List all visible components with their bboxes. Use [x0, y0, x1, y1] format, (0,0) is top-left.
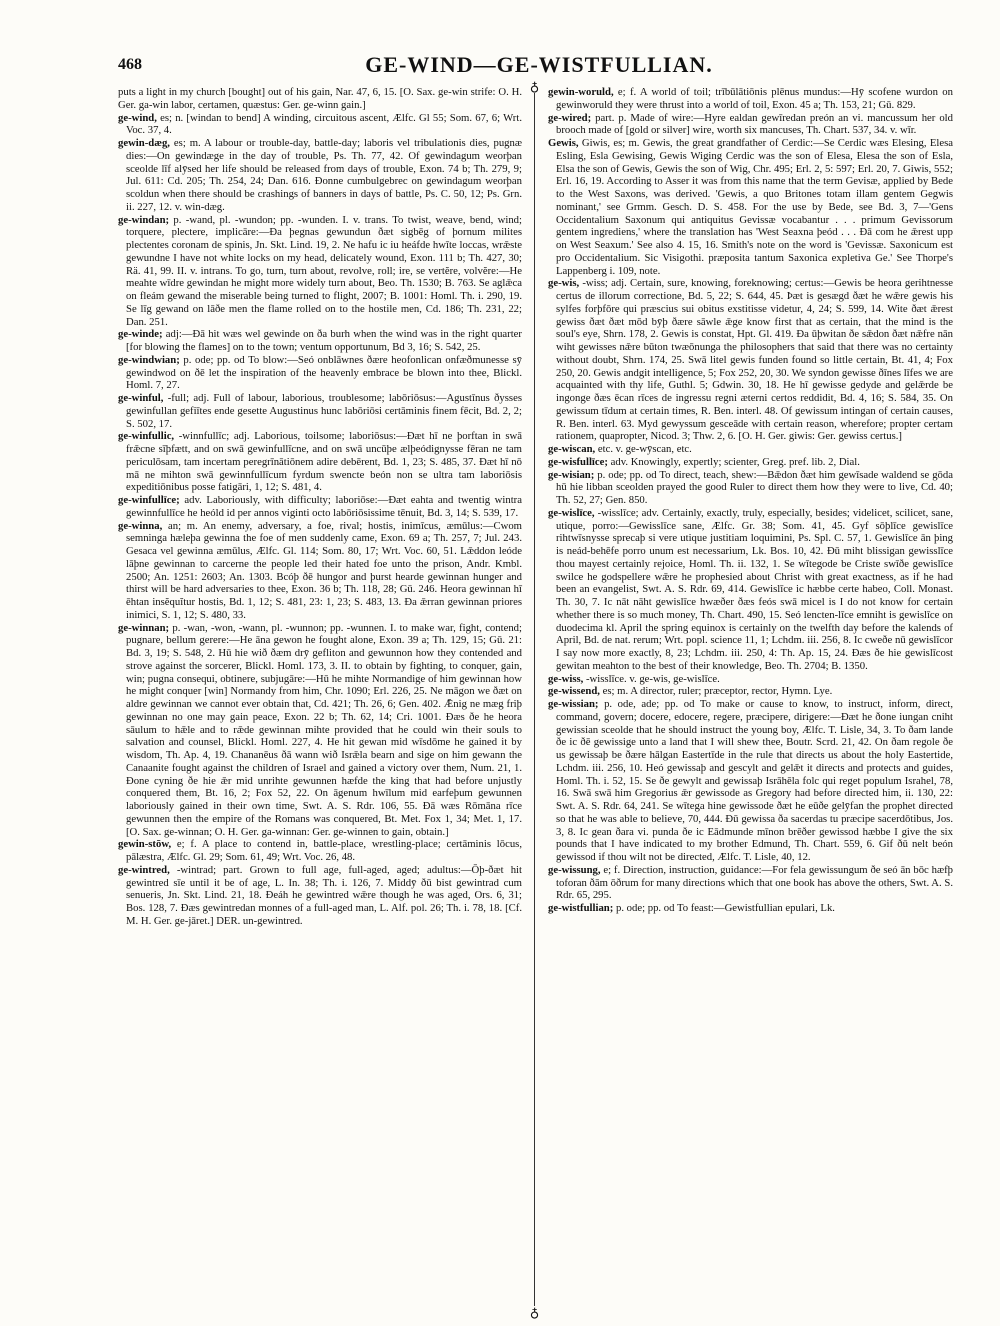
- entry-text: -wiss; adj. Certain, sure, knowing, foreknowing; certus:—Gewis be heora gerihtnesse certus de illorum correctione, Bd. 5, 22; S. 644, 45. Þæt is gesægd ðæt he wǣre gewis his sylfes forþfōre qui præscius sui obitus exstitisse videtur, 4, 24; S. 599, 14. Wite ðæt ǣrest gewiss ðæt ðæt mōd bȳþ ðære sāwle ǣge know first that as certain, that the mind is the soul's eye, Shrn. 178, 2. Gewis is constat, Hpt. Gl. 419. Ða ūþwitan ðe sǣdon ðæt nǣfre nān wiht gewisses nǣre būton twæōnunga the philosophers that said that there was no certainty without doubt, Shrn. 174, 25. Swā litel gewis funden found so little certain, Bt. 41, 4; Fox 250, 20. Gewis andgit intelligence, 5; Fox 252, 20, 30. We syndon gewisse ðīnes līfes we are acquainted with thy life, Guthl. 5; Gdwin. 30, 18. He hī gewisse gedyde and gelǣrde be ingonge ðæs ēcan rīces de ingressu regni æterni certos reddidit, Bd. 4, 16; S. 584, 35. On gewissum tīdum at certain times, R. Ben. interl. 48. Of gewissum intingan of certain causes, R. Ben. interl. 63. Myd gewyssum gesceāde with certain reason, wherefore; propter certam rationem, quapropter, Nicod. 3; Thw. 2, 6. [O. H. Ger. giwis: Ger. gewiss certus.]: [556, 277, 953, 443]
- dictionary-entry: [548, 673, 953, 686]
- running-title: GE-WIND—GE-WISTFULLIAN.: [365, 52, 713, 77]
- entry-text: adv. Laboriously, with difficulty; laboriōse:—Ðæt eahta and twentig wintra gewinnfullīce he heóld id per annos viginti octo labōriōsissime tēnuit, Bd. 3, 14; S. 539, 17.: [126, 494, 522, 519]
- dictionary-entry: [118, 214, 522, 329]
- entry-text: es; m. A director, ruler; præceptor, rector, Hymn. Lye.: [599, 685, 833, 698]
- entry-headword: ge-wiscan,: [548, 443, 596, 455]
- entry-headword: Gewis,: [548, 137, 579, 149]
- entry-text: adj:—Ðā hit wæs wel gewinde on ða burh when the wind was in the right quarter [for blowing the flames] on to the town; ventum opportunum, Bd 3, 16; S. 542, 25.: [126, 328, 522, 353]
- entry-headword: ge-wislīce,: [548, 506, 595, 519]
- entry-text: part. p. Made of wire:—Hyre ealdan gewīredan preón an vi. mancussum her old brooch made of [gold or silver] wire, worth six mancuses, Th. Chart. 537, 34. v. wīr.: [556, 111, 953, 137]
- entry-headword: gewin-woruld,: [548, 86, 614, 98]
- entry-text: -full; adj. Full of labour, laborious, troublesome; labōriōsus:—Agustīnus ðysses gewinfullan gefiītes ende gesette Augustinus hunc labōriōsi certāminis finem fēcit, Bd. 2, 2; S. 502, 17.: [126, 392, 522, 430]
- entry-text: -wintrad; part. Grown to full age, full-aged, aged; adultus:—Ōþ-ðæt hit gewintred sīe until it be of age, L. In. 38; Th. i. 126, 7. Middȳ ðū bist gewintrad cum senueris, Jn. Skt. Lind. 21, 18. Ðeáh he gewintred wǣre though he was aged, Ors. 6, 31; Bos. 128, 7. Ðæs gewintredan monnes of a full-aged man, L. Alf. pol. 26; Th. i. 78, 18. [Cf. M. H. Ger. ge-jāret.] DER. un-gewintred.: [126, 863, 522, 927]
- entry-text: etc. v. ge-wȳscan, etc.: [595, 443, 692, 455]
- entry-text: -wisslīce; adv. Certainly, exactly, truly, especially, besides; videlicet, scilicet, sane, utique, porro:—Gewisslīce sane, Ælfc. Gr. 38; Som. 41, 45. Gyf sōþlīce gewislīce rihtwīsnysse sprecaþ si vere utique justitiam loquimini, Ps. Spl. C. 57, 1. Gewislīce ān þing is neád-behēfe porro unum est necessarium, Lk. Bos. 10, 42. Ðū miht blissigan gewisslīce thou mayest certainly rejoice, Homl. Th. ii. 132, 1. Se wītegode be Criste swīðe gewislīce swilce he godspellere wǣre he prophesied about Christ with great exactness, as if he had been an evangelist, Swt. A. S. Rdr. 69, 414. Gewislīce ic hæbbe certe habeo, Coll. Monast. Th. 30, 7. Ic nāt nāht gewislīce hwæðer ðæs feós swā micel is I do not know for certain whether there is so much money, Th. Chart. 490, 15. Seó lencten-līce emniht is gewislīce on duodecima kl. April the spring equinox is certainly on the twelfth day before the kalends of April, Bd. de nat. rerum; Wrt. popl. science 11, 1; Lchdm. iii. 256, 8. Ic cweðe nū gewislīcor I say now more exactly, 8, 23; Lchdm. iii. 250, 4: Th. Ap. 15, 24. Ðæs ðe hie gewislīcost gewitan meahton to the best of their knowledge, Beo. Th. 2704; B. 1350.: [556, 506, 953, 672]
- entry-text: -wisslīce. v. ge-wis, ge-wislīce.: [583, 672, 720, 685]
- page-number: 468: [118, 56, 142, 73]
- entry-headword: ge-wisfullīce;: [548, 455, 608, 468]
- dictionary-entry: [548, 443, 953, 456]
- entry-headword: ge-wissian;: [548, 698, 599, 710]
- entry-headword: ge-wistfullian;: [548, 902, 614, 914]
- entry-text: p. -wan, -won, -wann, pl. -wunnon; pp. -wunnen. I. to make war, fight, contend; pugnare, bellum gerere:—He āna gewon he fought alone, Exon. 39 a; Th. 129, 15; Gū. 21: Bd. 3, 19; S. 548, 2. Hū hie wið ðæm drȳ gefliton and gewunnon how they contended and strove against the sorcerer, Blickl. Homl. 173, 3. II. to obtain by fighting, to conquer, gain, win; pugna consequi, obtinere, subjugāre:—Hū he mihte Normandige of him gewinnan how he might conquer [win] Normandy from him, Chr. 1090; Erl. 226, 25. Ne māgon we ðæt on aldre gewinnan we cannot ever obtain that, Cd. 421; Th. 26, 6; Gen. 402. Ǣnig ne mæg friþ gewinnan no one may gain peace, Exon. 22 b; Th. 62, 14; Cri. 1001. Ðæs ðe he heora sāulum to hǣle and to rǣde gewinnan mihte provided that he could win their souls to salvation and counsel, Blickl. Homl. 227, 4. He hit gewan mid wīsdōme he gained it by wisdom, Th. Ap. 4, 19. Chananēus ðā wann wið Isrǣla bearn and sige on him gewann the Canaanite fought against the children of Israel and gained a victory over them, Num. 21, 1. Ðone cyning ðe hie ǣr mid unrihte gewunnen hæfde the king that had before unjustly conquered them, Bt. 16, 2; Fox 52, 22. On āgenum hwīlum mid earfeþum gewunnen laboriously gained in their own time, Swt. A. S. Rdr. 106, 55. Ðā wæs Rōmāna rīce gewunnen then the empire of the Romans was conquered, Bt. Met. Fox 1, 34; Met. 1, 17. [O. Sax. ge-winnan; O. H. Ger. ga-winnan: Ger. ge-winnen to gain, obtain.]: [126, 621, 522, 838]
- entry-text: es; m. A labour or trouble-day, battle-day; laboris vel tribulationis dies, pugnæ dies:—On gewindæge in the day of trouble, Ps. Th. 77, 42. Of gewindagum weorþan sceolde līf alȳsed her life should be released from days of trouble, Exon. 74 b; Th. 279, 9; Jul. 611: Cd. 205; Th. 254, 24; Dan. 616. Ðonne cumbulgebrec on gewindagum weorþan scoldun when there should be crashings of banners in days of battle, Ps. C. 50, 12; Ps. Grn. ii. 227, 12. v. win-dæg.: [126, 137, 522, 213]
- entry-headword: ge-windwian;: [118, 353, 180, 366]
- entry-headword: gewin-dæg,: [118, 137, 170, 149]
- entry-text: an; m. An enemy, adversary, a foe, rival; hostis, inimīcus, æmūlus:—Cwom semninga hæleþa gewinna the foe of men suddenly came, Exon. 69 a; Th. 257, 7; Jul. 243. Gesaca vel gewinna æmūlus, Ælfc. Gl. 114; Som. 80, 17; Wrt. Voc. 60, 51. Lǣddon leóde lāþne gewinnan to carcerne the people led their hated foe unto the prison, Andr. Kmbl. 2500; An. 1251: 2603; An. 1303. Bcóþ ðē hungor and þurst hearde gewinnan hunger and thirst will be hard adversaries to thee, Exon. 36 b; Th. 118, 28; Gū. 246. Heora gewinnan hī ēhtan insĕquĭtur hostis, Bd. 1, 12; S. 481, 23: 1, 23; S. 483, 13. Ða ǣrran gewinnan priores inimici, S. 1, 12; S. 480, 33.: [126, 519, 522, 621]
- entry-headword: ge-wired;: [548, 111, 592, 124]
- entry-headword: gewin-stōw,: [118, 838, 172, 851]
- entry-text: -winnfullīc; adj. Laborious, toilsome; laboriōsus:—Ðæt hī ne þorftan in swā frǣcne sīþfætt, and on swā gewinfullīcne, and on swā uncūþe ælþeódignysse fēran ne tam periculōsam, tam incertam peregrīnātiōnem adire debērent, Bd. 1, 23; S. 485, 37. Ðæt hī nō mā ne mihton swā gewinnfullīcum fyrdum swencte beón non se ultra tam laboriōsis expeditiōnibus posse fatigāri, 1, 12; S. 481, 4.: [126, 430, 522, 494]
- dictionary-entry: [118, 494, 522, 520]
- entry-text: puts a light in my church [bought] out of his gain, Nar. 47, 6, 15. [O. Sax. ge-win strife: O. H. Ger. ga-win labor, certamen, quæstus: Ger. ge-winn gain.]: [118, 86, 522, 111]
- dictionary-entry: [118, 86, 522, 112]
- dictionary-entry: [548, 469, 953, 507]
- entry-text: e; f. A place to contend in, battle-place, wrestling-place; certāminis lōcus, pālæstra, Ælfc. Gl. 29; Som. 61, 49; Wrt. Voc. 26, 48.: [126, 838, 522, 863]
- entry-headword: ge-winna,: [118, 519, 163, 532]
- entry-headword: ge-winde;: [118, 328, 163, 341]
- entry-headword: ge-wintred,: [118, 863, 170, 876]
- entry-headword: ge-winfullīce;: [118, 494, 180, 506]
- dictionary-entry: [118, 838, 522, 864]
- entry-headword: ge-wiss,: [548, 672, 584, 685]
- dictionary-entry: [548, 864, 953, 902]
- entry-text: p. ode; pp. od To blow:—Seó onblāwnes ðære heofonlican onfæðmunesse sȳ gewindwod on ðē let the inspiration of the heavenly embrace be blown into thee, Blickl. Homl. 7, 27.: [126, 353, 522, 392]
- dictionary-entry: [118, 112, 522, 138]
- page-header: [118, 52, 960, 82]
- entry-headword: ge-wis,: [548, 277, 580, 290]
- entry-headword: ge-wissung,: [548, 863, 601, 876]
- entry-text: p. ode, ade; pp. od To make or cause to know, to instruct, inform, direct, command, govern; docere, edocere, regere, præcipere, dirigere:—Ðæt he ðone iungan cniht gewissian sceolde that he should instruct the young boy, Ælfc. T. Lisle, 34, 3. To ðam lande ðe ic ðē gewissige unto a land that I will shew thee, Boutr. Scrd. 21, 42. On ðam regole ðe us gewissaþ be ðære hālgan Eastertīde in the rule that directs us about the holy Eastertide, Lchdm. iii. 256, 10. Heó gewissaþ and gescylt and gelǣt it directs and protects and guides, Homl. Th. i. 52, 15. Se ðe gewylt and gewissaþ Isrāhēla folc qui reget populum Israhel, 78, 16. Swā swā him Gregorius ǣr gewissode as Gregory had before directed him, ii. 130, 22: Swt. A. S. Rdr. 64, 241. Se wītega hine gewissode ðæt he eūðe gelȳfan the prophet directed so that he was able to believe, 70, 444. Ðū gewissa ða sacerdas tu præcipe sacerdōtibus, Jos. 3, 8. Ic gean ðara vi. punda ðe ic Eādmunde mīnon brēðer gewissod hæbbe I give the six pounds that I have indicated to my brother Edmund, Th. Chart. 559, 6. Gif ðū nelt beón gewissod if thou wilt not be directed, Ælfc. T. Lisle, 40, 12.: [556, 698, 953, 863]
- dictionary-entry: [118, 137, 522, 214]
- dictionary-entry: [118, 520, 522, 622]
- dictionary-entry: [548, 456, 953, 469]
- entry-headword: ge-winful,: [118, 392, 164, 404]
- dictionary-entry: [118, 392, 522, 430]
- entry-headword: ge-wind,: [118, 111, 157, 124]
- dictionary-entry: [118, 864, 522, 928]
- entry-text: es; n. [windan to bend] A winding, circuitous ascent, Ælfc. Gl 55; Som. 67, 6; Wrt. Voc. 37, 4.: [126, 111, 522, 137]
- dictionary-entry: [548, 685, 953, 698]
- left-column: [118, 86, 522, 928]
- entry-headword: ge-wisian;: [548, 468, 595, 481]
- column-divider: [534, 86, 535, 1318]
- dictionary-entry: [118, 622, 522, 839]
- dictionary-entry: [548, 112, 953, 138]
- entry-text: Giwis, es; m. Gewis, the great grandfather of Cerdic:—Se Cerdic wæs Elesing, Elesa Esling, Esla Gewising, Gewis Wiging Cerdic was the son of Elesa, Elesa the son of Esla, Elsa the son of Gewis, Gewis the son of Wig, Chr. 495; Erl. 2, 5: 597; Erl. 20, 7. Giwis, 552; Erl. 16, 19. According to Asser it was from this name that the term Gevisæ, applied by Bede to the West Saxons, was derived. 'Gewis, a quo Britones totam illam gentem Gegwis nominant,' see Grmm. Gesch. D. S. 458. For the use by Bede, see Bd. 3, 7—'Gens Occidentalium Saxonum qui antiquitus Gevissæ vocabantur . . . primum Gevissorum gentem ingrediens,' where the translation has 'West Seaxna þeód . . . Ðā com he ǣrest upp on West Seaxum.' See also 4. 15, 16. Smith's note on the word is 'Gevissæ. Saxonicum est pro Occidentalium. Sic Visigothi. præposita tantum Saxonica expletiva Ge.' See Thorpe's Lappenberg i. 109, note.: [556, 137, 953, 277]
- dictionary-entry: [118, 430, 522, 494]
- dictionary-entry: [548, 902, 953, 915]
- entry-headword: ge-winnan;: [118, 621, 170, 634]
- top-ornament-icon: ♁: [529, 79, 540, 94]
- dictionary-entry: [118, 328, 522, 354]
- bottom-ornament-icon: ♁: [529, 1305, 540, 1320]
- dictionary-entry: [548, 86, 953, 112]
- entry-headword: ge-wissend,: [548, 685, 600, 698]
- dictionary-entry: [548, 507, 953, 673]
- entry-text: p. -wand, pl. -wundon; pp. -wunden. I. v. trans. To twist, weave, bend, wind; torquere, plectere, implicāre:—Ða þegnas gewundun ðæt sigbēg of þornum milites plectentes coronam de spinis, Jn. Skt. Lind. 19, 2. Ne hafu ic iu heáfde hwīte loccas, wrǣste gewundne I have not white locks on my head, delicately wound, Exon. 111 b; Th. 427, 30; Rä. 41, 99. II. v. intrans. To go, turn, turn about, revolve, roll; ire, se vertĕre, volvĕre:—He meahte wīdre gewindan he might more widely turn about, Beo. Th. 1530; B. 763. Se aglǣca on fleám gewand the miserable being turned to flight, 2007; B. 1001: Homl. Th. i. 290, 19. Se līg gewand on lāðe men the flame rolled on to the hostile men, Cd. 186; Th. 231, 22; Dan. 251.: [126, 213, 522, 328]
- dictionary-entry: [548, 698, 953, 864]
- entry-text: p. ode; pp. od To feast:—Gewistfullian epulari, Lk.: [613, 902, 835, 914]
- dictionary-entry: [548, 277, 953, 443]
- entry-text: p. ode; pp. od To direct, teach, shew:—Bǣdon ðæt him gewīsade waldend se gōda hū hie libban sceolden prayed the good Ruler to direct them how they were to live, Cd. 40; Th. 52, 27; Gen. 850.: [556, 468, 953, 506]
- dictionary-entry: [548, 137, 953, 277]
- entry-headword: ge-windan;: [118, 213, 170, 226]
- entry-text: adv. Knowingly, expertly; scienter, Greg. pref. lib. 2, Dial.: [607, 455, 860, 468]
- entry-text: e; f. Direction, instruction, guidance:—For fela gewissungum ðe seó ān bōc hæfþ toforan ðām ōðrum for many directions which that one book has above the others, Swt. A. S. Rdr. 65, 295.: [556, 863, 953, 902]
- entry-text: e; f. A world of toil; trībūlātiōnis plēnus mundus:—Hȳ scofene wurdon on gewinworuld they were thrust into a world of toil, Exon. 45 a; Th. 153, 21; Gū. 829.: [556, 86, 953, 111]
- right-column: [548, 86, 953, 915]
- entry-headword: ge-winfullic,: [118, 430, 175, 443]
- dictionary-entry: [118, 354, 522, 392]
